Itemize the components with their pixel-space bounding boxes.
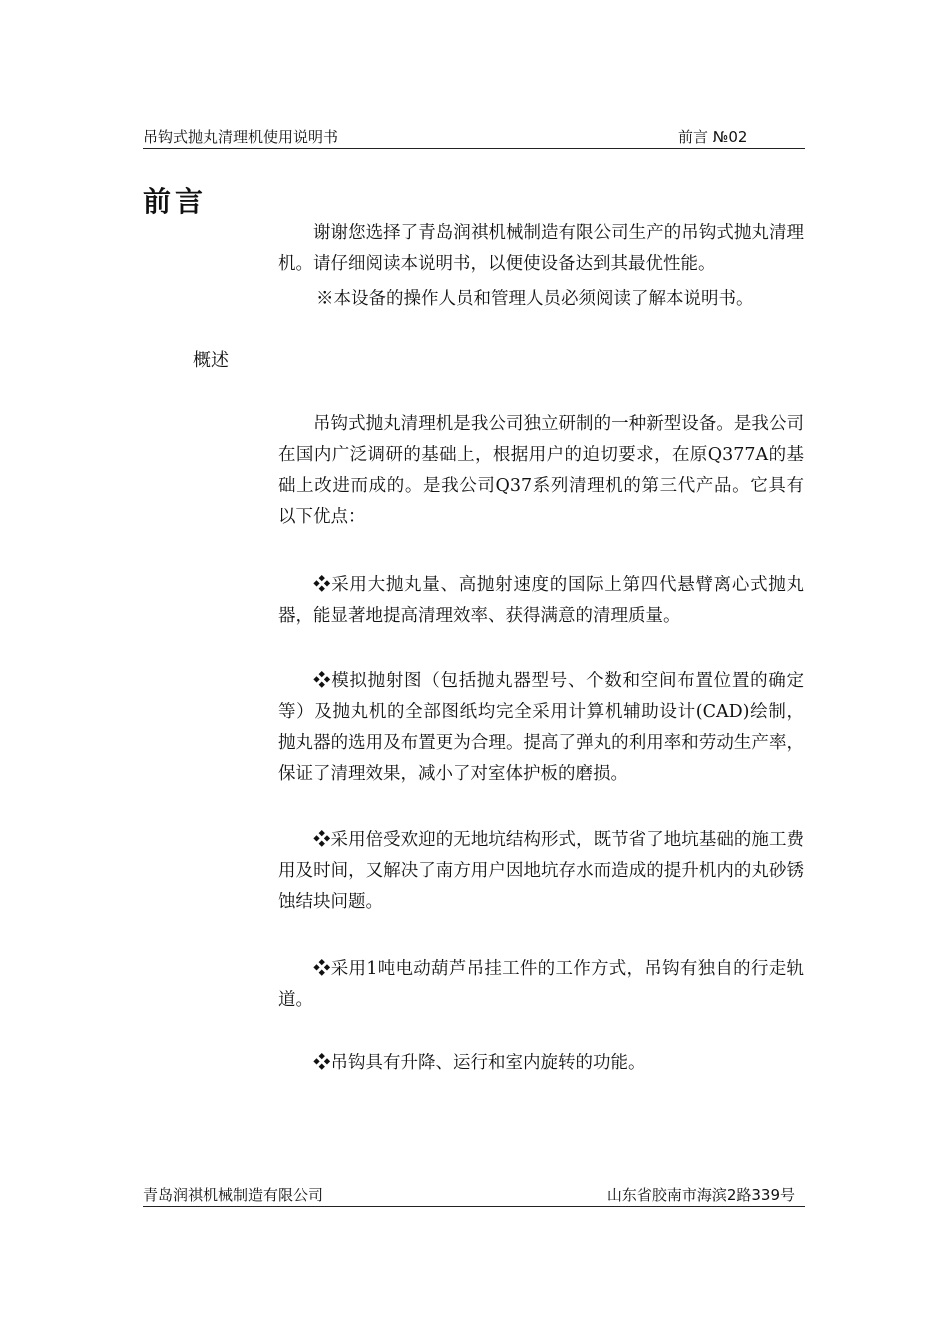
document-title: 吊钩式抛丸清理机使用说明书 — [143, 128, 339, 146]
feature-item-3: ❖采用倍受欢迎的无地坑结构形式，既节省了地坑基础的施工费用及时间，又解决了南方用户因地坑存水而造成的提升机内的丸砂锈蚀结块问题。 — [278, 830, 804, 912]
footer-address: 山东省胶南市海滨2路339号 — [606, 1186, 795, 1204]
feature-item-4: ❖采用1吨电动葫芦吊挂工件的工作方式，吊钩有独自的行走轨道。 — [278, 959, 804, 1010]
page-title: 前言 — [143, 185, 208, 218]
feature-item-2: ❖模拟抛射图（包括抛丸器型号、个数和空间布置位置的确定等）及抛丸机的全部图纸均完全采用计算机辅助设计(CAD)绘制，抛丸器的选用及布置更为合理。提高了弹丸的利用率和劳动生产率，保证了清理效果，减小了对室体护板的磨损。 — [278, 671, 804, 784]
page-footer — [143, 1182, 805, 1207]
intro-paragraph: 谢谢您选择了青岛润祺机械制造有限公司生产的吊钩式抛丸清理机。请仔细阅读本说明书，以便使设备达到其最优性能。 — [278, 223, 804, 274]
overview-paragraph: 吊钩式抛丸清理机是我公司独立研制的一种新型设备。是我公司在国内广泛调研的基础上，根据用户的迫切要求，在原Q377A的基础上改进而成的。是我公司Q37系列清理机的第三代产品。它具有以下优点： — [278, 414, 804, 527]
page-label: 前言 №02 — [678, 128, 748, 146]
notice-paragraph: ※本设备的操作人员和管理人员必须阅读了解本说明书。 — [316, 289, 754, 309]
feature-item-5: ❖吊钩具有升降、运行和室内旋转的功能。 — [313, 1053, 646, 1073]
section-heading: 概述 — [193, 350, 229, 371]
footer-company: 青岛润祺机械制造有限公司 — [143, 1186, 324, 1204]
feature-item-1: ❖采用大抛丸量、高抛射速度的国际上第四代悬臂离心式抛丸器，能显著地提高清理效率、获得满意的清理质量。 — [278, 575, 804, 626]
page-header — [143, 124, 805, 149]
